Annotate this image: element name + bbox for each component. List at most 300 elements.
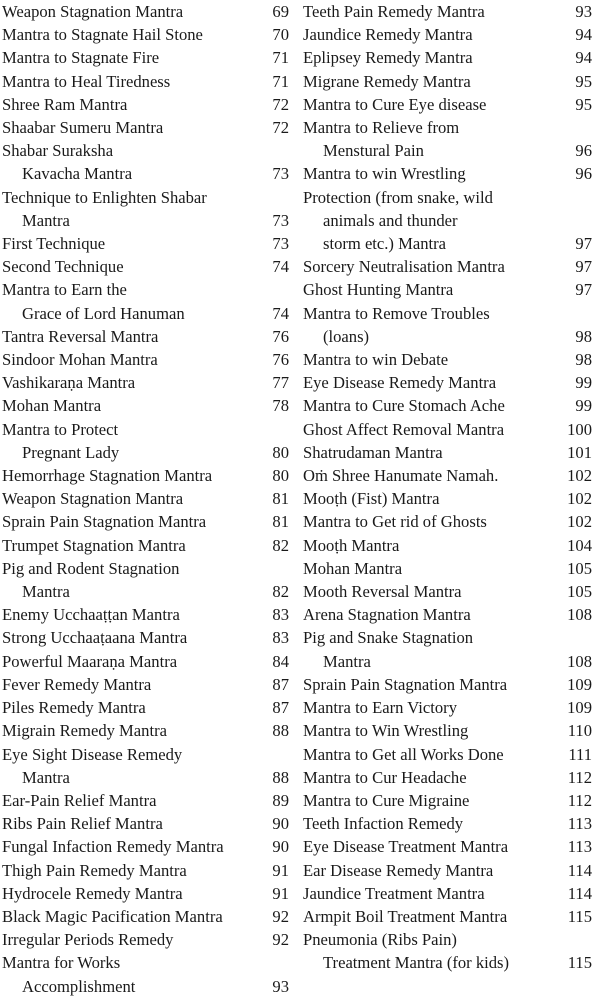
- toc-entry-title: Protection (from snake, wild: [303, 187, 493, 207]
- toc-entry-title: Migrane Remedy Mantra: [303, 71, 471, 91]
- toc-page-number: 112: [567, 767, 592, 787]
- toc-page-number: 71: [272, 48, 289, 68]
- toc-entry-title: Fever Remedy Mantra: [2, 674, 152, 694]
- toc-page-number: 77: [272, 373, 289, 393]
- toc-entry-row: [303, 766, 592, 789]
- toc-page-number: 104: [567, 535, 592, 555]
- toc-entry-row: [2, 510, 289, 533]
- toc-page-number: 71: [272, 71, 289, 91]
- toc-entry-title: Pig and Rodent Stagnation: [2, 558, 180, 578]
- toc-entry-row: [2, 882, 289, 905]
- toc-entry-row: [303, 70, 592, 93]
- toc-entry: [2, 23, 289, 46]
- toc-page-number: 108: [567, 605, 592, 625]
- toc-entry: [303, 46, 592, 69]
- toc-page-number: 74: [272, 303, 289, 323]
- toc-page-number: 113: [567, 837, 592, 857]
- toc-entry: [2, 534, 289, 557]
- toc-entry: [303, 580, 592, 603]
- toc-entry: [2, 46, 289, 69]
- toc-entry: [303, 882, 592, 905]
- toc-page-number: 87: [272, 674, 289, 694]
- toc-page-number: 114: [567, 860, 592, 880]
- toc-entry: [303, 464, 592, 487]
- toc-page-number: 76: [272, 350, 289, 370]
- toc-entry: [2, 487, 289, 510]
- toc-entry: [303, 812, 592, 835]
- toc-entry-title: animals and thunder: [323, 210, 458, 230]
- toc-page-number: 97: [575, 234, 592, 254]
- toc-entry-title: Hydrocele Remedy Mantra: [2, 883, 183, 903]
- toc-entry-row: [2, 302, 289, 325]
- toc-entry-row: [303, 348, 592, 371]
- toc-page-number: 109: [567, 674, 592, 694]
- toc-entry: [2, 743, 289, 789]
- toc-page-number: 72: [272, 94, 289, 114]
- toc-page-number: 102: [567, 466, 592, 486]
- toc-entry-title: Ghost Affect Removal Mantra: [303, 419, 505, 439]
- toc-entry: [2, 394, 289, 417]
- toc-entry-row: [2, 673, 289, 696]
- toc-page-number: 98: [575, 326, 592, 346]
- toc-entry: [2, 464, 289, 487]
- toc-entry-title: Second Technique: [2, 257, 124, 277]
- toc-entry: [2, 510, 289, 533]
- toc-entry-row: [2, 93, 289, 116]
- toc-entry-row: [303, 278, 592, 301]
- toc-entry-row: [2, 325, 289, 348]
- toc-entry-row: [2, 0, 289, 23]
- toc-entry: [303, 557, 592, 580]
- toc-entry-title: Strong Ucchaaṭaana Mantra: [2, 628, 188, 648]
- toc-page-number: 105: [567, 582, 592, 602]
- toc-page-number: 94: [575, 25, 592, 45]
- toc-entry: [303, 928, 592, 974]
- toc-entry-row: [2, 232, 289, 255]
- toc-entry-title: Kavacha Mantra: [22, 164, 133, 184]
- toc-entry: [303, 766, 592, 789]
- toc-entry: [303, 186, 592, 256]
- toc-entry: [303, 0, 592, 23]
- toc-entry-row: [303, 905, 592, 928]
- toc-entry-title: Jaundice Remedy Mantra: [303, 25, 473, 45]
- toc-entry: [303, 371, 592, 394]
- toc-page-number: 87: [272, 698, 289, 718]
- toc-entry-title: Menstural Pain: [323, 141, 424, 161]
- toc-entry-title: Trumpet Stagnation Mantra: [2, 535, 186, 555]
- toc-entry-row: [2, 928, 289, 951]
- toc-entry-title: Eye Disease Remedy Mantra: [303, 373, 497, 393]
- toc-entry-row: [303, 650, 592, 673]
- toc-entry: [303, 23, 592, 46]
- toc-entry-title: Mantra to Cure Migraine: [303, 790, 470, 810]
- toc-entry-title: Eye Disease Treatment Mantra: [303, 837, 509, 857]
- toc-page-number: 84: [272, 651, 289, 671]
- toc-entry: [303, 418, 592, 441]
- toc-entry: [303, 835, 592, 858]
- toc-page-number: 90: [272, 814, 289, 834]
- toc-entry-title: Mantra to win Debate: [303, 350, 449, 370]
- toc-entry-title: Ear-Pain Relief Mantra: [2, 790, 157, 810]
- toc-entry-title: (loans): [323, 326, 370, 346]
- toc-entry: [2, 93, 289, 116]
- toc-page-number: 96: [575, 164, 592, 184]
- toc-entry: [2, 905, 289, 928]
- toc-page-number: 93: [575, 2, 592, 21]
- toc-entry: [2, 882, 289, 905]
- toc-entry-title: Ghost Hunting Mantra: [303, 280, 454, 300]
- toc-entry-row: [2, 162, 289, 185]
- toc-entry-title: Mooṭh (Fist) Mantra: [303, 489, 440, 509]
- toc-entry-title: Mantra to Heal Tiredness: [2, 71, 171, 91]
- toc-entry-row: [2, 441, 289, 464]
- toc-entry-row: [303, 719, 592, 742]
- toc-entry: [2, 951, 289, 997]
- toc-entry-row: [303, 325, 592, 348]
- toc-entry: [303, 162, 592, 185]
- toc-page-number: 81: [272, 489, 289, 509]
- toc-entry-title: Pneumonia (Ribs Pain): [303, 930, 457, 950]
- toc-entry: [2, 812, 289, 835]
- toc-entry-title: Technique to Enlighten Shabar: [2, 187, 207, 207]
- toc-entry-title: Mantra to Stagnate Fire: [2, 48, 160, 68]
- toc-entry-title: Powerful Maaraṇa Mantra: [2, 651, 178, 671]
- toc-entry-title: Weapon Stagnation Mantra: [2, 489, 184, 509]
- toc-entry-title: Migrain Remedy Mantra: [2, 721, 167, 741]
- toc-entry-title: Jaundice Treatment Mantra: [303, 883, 485, 903]
- toc-entry: [303, 719, 592, 742]
- toc-page-number: 99: [575, 373, 592, 393]
- toc-entry-row: [303, 0, 592, 23]
- toc-entry-row: [2, 255, 289, 278]
- toc-page-number: 90: [272, 837, 289, 857]
- toc-entry: [303, 534, 592, 557]
- toc-entry-row: [2, 696, 289, 719]
- toc-entry: [303, 487, 592, 510]
- toc-entry-title: Mooṭh Mantra: [303, 535, 400, 555]
- toc-entry-title: Pig and Snake Stagnation: [303, 628, 474, 648]
- toc-entry-title: Sprain Pain Stagnation Mantra: [303, 674, 508, 694]
- toc-page-number: 102: [567, 489, 592, 509]
- toc-entry-row: [303, 93, 592, 116]
- toc-entry-row: [303, 487, 592, 510]
- toc-entry: [2, 557, 289, 603]
- toc-entry-row: [2, 464, 289, 487]
- toc-page-number: 101: [567, 442, 592, 462]
- toc-entry: [2, 348, 289, 371]
- toc-entry-title: Teeth Infaction Remedy: [303, 814, 464, 834]
- toc-page-number: 93: [272, 976, 289, 996]
- toc-entry-title: Shaabar Sumeru Mantra: [2, 118, 164, 138]
- toc-entry-title: Mooth Reversal Mantra: [303, 582, 462, 602]
- toc-entry-title: Eplipsey Remedy Mantra: [303, 48, 473, 68]
- toc-entry-title: Grace of Lord Hanuman: [22, 303, 185, 323]
- toc-entry-title: Mantra to Cure Stomach Ache: [303, 396, 505, 416]
- toc-entry-row: [2, 348, 289, 371]
- toc-entry: [2, 186, 289, 232]
- toc-entry-title: Mantra to Relieve from: [303, 118, 460, 138]
- toc-entry: [303, 302, 592, 348]
- toc-entry-title: Mantra: [22, 767, 70, 787]
- toc-entry-title: storm etc.) Mantra: [323, 234, 447, 254]
- toc-entry: [303, 255, 592, 278]
- toc-page-number: 72: [272, 118, 289, 138]
- toc-entry-row: [303, 673, 592, 696]
- toc-entry-row: [2, 835, 289, 858]
- toc-entry: [303, 696, 592, 719]
- toc-page-number: 115: [567, 906, 592, 926]
- toc-entry-row: [2, 534, 289, 557]
- toc-entry-title: Armpit Boil Treatment Mantra: [303, 906, 508, 926]
- toc-entry-row: [303, 464, 592, 487]
- toc-column-right: [303, 0, 592, 974]
- toc-entry-row: [2, 975, 289, 998]
- toc-entry-title: Tantra Reversal Mantra: [2, 326, 159, 346]
- toc-entry: [303, 116, 592, 162]
- toc-entry-title: First Technique: [2, 234, 106, 254]
- toc-page-number: 91: [272, 860, 289, 880]
- toc-entry-title: Fungal Infaction Remedy Mantra: [2, 837, 224, 857]
- toc-page-number: 102: [567, 512, 592, 532]
- toc-entry-title: Mantra to Get all Works Done: [303, 744, 504, 764]
- toc-page-number: 74: [272, 257, 289, 277]
- toc-page-number: 96: [575, 141, 592, 161]
- toc-page-number: 73: [272, 164, 289, 184]
- toc-entry-row: [2, 70, 289, 93]
- toc-page-number: 92: [272, 930, 289, 950]
- toc-entry-row: [303, 557, 592, 580]
- toc-entry: [2, 418, 289, 464]
- toc-entry-row: [303, 951, 592, 974]
- toc-entry: [2, 626, 289, 649]
- toc-entry-title: Weapon Stagnation Mantra: [2, 2, 184, 21]
- toc-entry: [2, 928, 289, 951]
- toc-entry-row: [303, 232, 592, 255]
- toc-page-number: 82: [272, 582, 289, 602]
- toc-page-number: 92: [272, 906, 289, 926]
- toc-entry-row: [2, 23, 289, 46]
- toc-entry: [2, 835, 289, 858]
- toc-entry-row: [2, 905, 289, 928]
- toc-entry-row: [2, 394, 289, 417]
- toc-page-number: 113: [567, 814, 592, 834]
- toc-page-number: 82: [272, 535, 289, 555]
- toc-entry: [303, 348, 592, 371]
- toc-entry-row: [2, 789, 289, 812]
- toc-entry: [2, 278, 289, 324]
- toc-entry-row: [303, 743, 592, 766]
- toc-entry-title: Mantra to Cure Eye disease: [303, 94, 487, 114]
- toc-entry: [2, 673, 289, 696]
- toc-entry-title: Sorcery Neutralisation Mantra: [303, 257, 505, 277]
- toc-entry-title: Mohan Mantra: [303, 558, 403, 578]
- toc-entry-row: [2, 719, 289, 742]
- toc-entry-row: [303, 510, 592, 533]
- toc-entry-title: Mantra to Stagnate Hail Stone: [2, 25, 203, 45]
- toc-page-number: 111: [568, 744, 592, 764]
- toc-entry-row: [303, 812, 592, 835]
- toc-entry: [2, 650, 289, 673]
- toc-entry: [2, 789, 289, 812]
- toc-entry-row: [303, 371, 592, 394]
- toc-page-number: 95: [575, 71, 592, 91]
- toc-entry-row: [303, 835, 592, 858]
- toc-entry: [2, 139, 289, 185]
- toc-page-number: 83: [272, 605, 289, 625]
- toc-entry-row: [303, 394, 592, 417]
- toc-page-number: 81: [272, 512, 289, 532]
- toc-entry-row: [303, 859, 592, 882]
- toc-page-number: 109: [567, 698, 592, 718]
- toc-entry: [303, 673, 592, 696]
- toc-entry: [303, 70, 592, 93]
- toc-page-number: 89: [272, 790, 289, 810]
- toc-entry-row: [2, 626, 289, 649]
- toc-entry: [303, 789, 592, 812]
- toc-entry-title: Accomplishment: [22, 976, 136, 996]
- toc-entry-title: Mantra: [22, 582, 70, 602]
- toc-entry-title: Piles Remedy Mantra: [2, 698, 146, 718]
- toc-entry-title: Mantra to Get rid of Ghosts: [303, 512, 487, 532]
- toc-entry-row: [2, 812, 289, 835]
- toc-entry-row: [2, 580, 289, 603]
- toc-column-left: [2, 0, 289, 996]
- toc-entry-title: Black Magic Pacification Mantra: [2, 906, 223, 926]
- toc-page-number: 112: [567, 790, 592, 810]
- toc-entry-title: Shatrudaman Mantra: [303, 442, 443, 462]
- toc-page-number: 73: [272, 210, 289, 230]
- toc-entry-row: [303, 882, 592, 905]
- toc-entry-row: [2, 859, 289, 882]
- toc-entry: [2, 255, 289, 278]
- toc-entry-row: [2, 46, 289, 69]
- toc-page-number: 80: [272, 466, 289, 486]
- toc-entry: [2, 116, 289, 139]
- toc-entry-row: [303, 46, 592, 69]
- toc-page-number: 95: [575, 94, 592, 114]
- toc-page-number: 78: [272, 396, 289, 416]
- toc-entry-title: Shabar Suraksha: [2, 141, 114, 161]
- toc-entry: [2, 719, 289, 742]
- toc-page-number: 80: [272, 442, 289, 462]
- toc-entry: [303, 394, 592, 417]
- toc-entry-title: Mantra to Cur Headache: [303, 767, 467, 787]
- toc-entry: [2, 603, 289, 626]
- toc-page-number: 110: [567, 721, 592, 741]
- toc-entry-title: Ribs Pain Relief Mantra: [2, 814, 163, 834]
- toc-entry-row: [303, 789, 592, 812]
- toc-entry: [2, 859, 289, 882]
- toc-entry-row: [303, 603, 592, 626]
- toc-page-number: 70: [272, 25, 289, 45]
- toc-entry-title: Mantra to Win Wrestling: [303, 721, 469, 741]
- toc-page-number: 91: [272, 883, 289, 903]
- toc-entry-row: [303, 418, 592, 441]
- toc-page-number: 100: [567, 419, 592, 439]
- toc-entry-title: Oṁ Shree Hanumate Namah.: [303, 466, 499, 486]
- toc-entry-row: [303, 696, 592, 719]
- toc-page-number: 98: [575, 350, 592, 370]
- toc-entry-title: Sprain Pain Stagnation Mantra: [2, 512, 207, 532]
- toc-entry-title: Shree Ram Mantra: [2, 94, 128, 114]
- toc-page-number: 115: [567, 953, 592, 973]
- toc-entry-title: Thigh Pain Remedy Mantra: [2, 860, 187, 880]
- toc-entry: [303, 859, 592, 882]
- toc-page-number: 69: [272, 2, 289, 21]
- toc-page-number: 99: [575, 396, 592, 416]
- toc-entry-row: [2, 116, 289, 139]
- toc-entry-title: Mantra to win Wrestling: [303, 164, 466, 184]
- toc-entry: [303, 626, 592, 672]
- toc-entry-title: Mantra to Protect: [2, 419, 119, 439]
- toc-entry: [303, 441, 592, 464]
- toc-page-number: 114: [567, 883, 592, 903]
- toc-page-number: 83: [272, 628, 289, 648]
- toc-entry-title: Mantra to Earn the: [2, 280, 127, 300]
- toc-entry-title: Arena Stagnation Mantra: [303, 605, 471, 625]
- toc-entry-row: [303, 255, 592, 278]
- toc-page-number: 88: [272, 721, 289, 741]
- toc-entry-row: [303, 580, 592, 603]
- toc-page-number: 108: [567, 651, 592, 671]
- toc-page-number: 105: [567, 558, 592, 578]
- toc-entry: [303, 603, 592, 626]
- toc-entry-row: [303, 139, 592, 162]
- toc-entry-row: [2, 209, 289, 232]
- toc-entry: [2, 232, 289, 255]
- toc-entry-title: Vashikaraṇa Mantra: [2, 373, 136, 393]
- toc-entry: [2, 696, 289, 719]
- toc-entry-row: [303, 162, 592, 185]
- toc-entry: [303, 278, 592, 301]
- toc-entry-row: [303, 441, 592, 464]
- toc-entry-title: Pregnant Lady: [22, 442, 120, 462]
- toc-entry-row: [303, 534, 592, 557]
- toc-entry-title: Mantra for Works: [2, 953, 121, 973]
- toc-entry-row: [2, 650, 289, 673]
- toc-page-number: 88: [272, 767, 289, 787]
- toc-entry: [303, 905, 592, 928]
- toc-entry-title: Mantra: [323, 651, 371, 671]
- toc-page-number: 94: [575, 48, 592, 68]
- toc-entry-title: Ear Disease Remedy Mantra: [303, 860, 494, 880]
- toc-entry-title: Treatment Mantra (for kids): [323, 953, 510, 973]
- toc-entry-row: [303, 23, 592, 46]
- toc-entry: [2, 371, 289, 394]
- toc-entry-title: Irregular Periods Remedy: [2, 930, 174, 950]
- toc-page-number: 73: [272, 234, 289, 254]
- toc-page-number: 97: [575, 280, 592, 300]
- toc-entry-title: Teeth Pain Remedy Mantra: [303, 2, 485, 21]
- toc-entry: [2, 70, 289, 93]
- toc-entry: [2, 0, 289, 23]
- toc-entry-row: [2, 603, 289, 626]
- toc-entry: [303, 743, 592, 766]
- toc-entry-title: Mantra: [22, 210, 70, 230]
- toc-entry-row: [2, 487, 289, 510]
- toc-entry-title: Eye Sight Disease Remedy: [2, 744, 183, 764]
- toc-entry-title: Mantra to Remove Troubles: [303, 303, 490, 323]
- toc-entry-row: [2, 371, 289, 394]
- toc-entry-title: Hemorrhage Stagnation Mantra: [2, 466, 213, 486]
- toc-entry: [303, 510, 592, 533]
- toc-entry: [2, 325, 289, 348]
- toc-entry-title: Sindoor Mohan Mantra: [2, 350, 158, 370]
- toc-entry-title: Mohan Mantra: [2, 396, 102, 416]
- toc-entry-title: Mantra to Earn Victory: [303, 698, 457, 718]
- toc-entry-row: [2, 766, 289, 789]
- toc-page-number: 97: [575, 257, 592, 277]
